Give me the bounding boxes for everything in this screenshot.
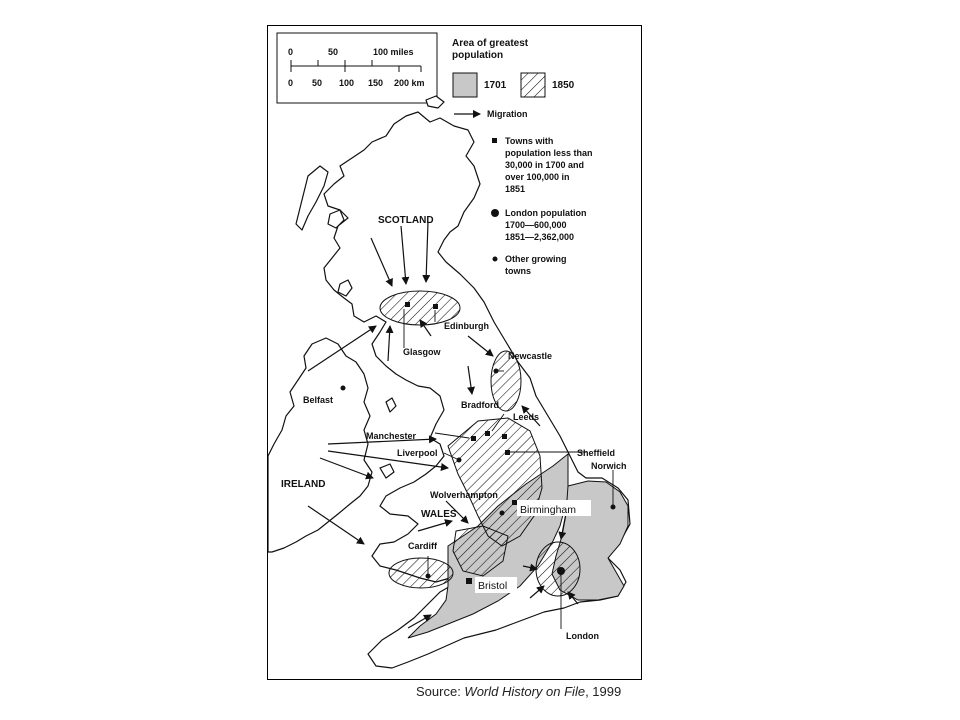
legend-title: population [452, 50, 504, 61]
label-birmingham: Birmingham [520, 504, 577, 516]
miles-tick: 50 [328, 47, 339, 57]
source-title: World History on File [464, 684, 586, 699]
label-glasgow: Glasgow [403, 347, 441, 357]
town-dot-icon [341, 386, 346, 391]
label-ireland: IRELAND [281, 479, 326, 490]
scale-bar [277, 33, 437, 103]
legend-other-line: Other growing [505, 254, 567, 264]
town-square-icon [512, 500, 517, 505]
legend-town-dot-icon [493, 257, 498, 262]
legend-london-line: 1700—600,000 [505, 220, 567, 230]
label-edinburgh: Edinburgh [444, 321, 489, 331]
label-wales: WALES [421, 509, 457, 520]
legend-square-icon [492, 138, 497, 143]
town-square-icon [485, 431, 490, 436]
legend-other-line: towns [505, 266, 531, 276]
label-leeds: Leeds [513, 412, 540, 422]
town-square-icon [433, 304, 438, 309]
label-liverpool: Liverpool [397, 448, 438, 458]
town-square-icon [471, 436, 476, 441]
town-square-icon [466, 578, 472, 584]
migration-map [268, 26, 643, 681]
km-tick: 100 [339, 78, 355, 88]
town-dot-icon [457, 458, 462, 463]
legend-swatch-1701 [453, 73, 477, 97]
label-scotland: SCOTLAND [378, 215, 434, 226]
label-sheffield: Sheffield [577, 448, 616, 458]
label-cardiff: Cardiff [408, 541, 437, 551]
legend [452, 38, 593, 276]
legend-towns-line: over 100,000 in [505, 172, 570, 182]
label-newcastle: Newcastle [508, 351, 553, 361]
legend-migration: Migration [487, 109, 528, 119]
legend-towns-line: population less than [505, 148, 593, 158]
label-belfast: Belfast [303, 395, 334, 405]
isle-of-man-coast [386, 398, 396, 412]
ireland-coast [268, 338, 372, 552]
area-1850-scotland [380, 291, 460, 325]
legend-key-1850: 1850 [552, 80, 575, 91]
km-tick: 200 km [394, 78, 425, 88]
miles-tick: 100 miles [373, 47, 414, 57]
label-wolverhampton: Wolverhampton [430, 490, 498, 500]
legend-london-dot-icon [491, 209, 499, 217]
legend-london-line: 1851—2,362,000 [505, 232, 575, 242]
legend-swatch-1850 [521, 73, 545, 97]
area-1850-south-wales [389, 558, 453, 588]
source-caption [416, 684, 621, 699]
km-tick: 150 [368, 78, 384, 88]
label-manchester: Manchester [366, 431, 417, 441]
town-square-icon [505, 450, 510, 455]
town-dot-icon [426, 574, 431, 579]
label-bradford: Bradford [461, 400, 499, 410]
legend-towns-line: 1851 [505, 184, 526, 194]
western-isles-coast [296, 166, 328, 230]
legend-key-1701: 1701 [484, 80, 507, 91]
town-square-icon [502, 434, 507, 439]
town-dot-icon [611, 505, 616, 510]
legend-towns-line: 30,000 in 1700 and [505, 160, 585, 170]
legend-title: Area of greatest [452, 38, 529, 49]
km-tick: 0 [288, 78, 294, 88]
label-bristol: Bristol [478, 580, 508, 592]
source-suffix: , 1999 [585, 684, 622, 699]
london-dot-icon [557, 567, 565, 575]
legend-london-line: London population [505, 208, 587, 218]
map-frame [267, 25, 642, 680]
miles-tick: 0 [288, 47, 294, 57]
town-square-icon [405, 302, 410, 307]
km-tick: 50 [312, 78, 323, 88]
town-dot-icon [500, 511, 505, 516]
label-norwich: Norwich [591, 461, 627, 471]
anglesey-coast [380, 464, 394, 478]
label-london: London [566, 631, 599, 641]
source-prefix: Source: [416, 684, 465, 699]
legend-towns-line: Towns with [505, 136, 554, 146]
